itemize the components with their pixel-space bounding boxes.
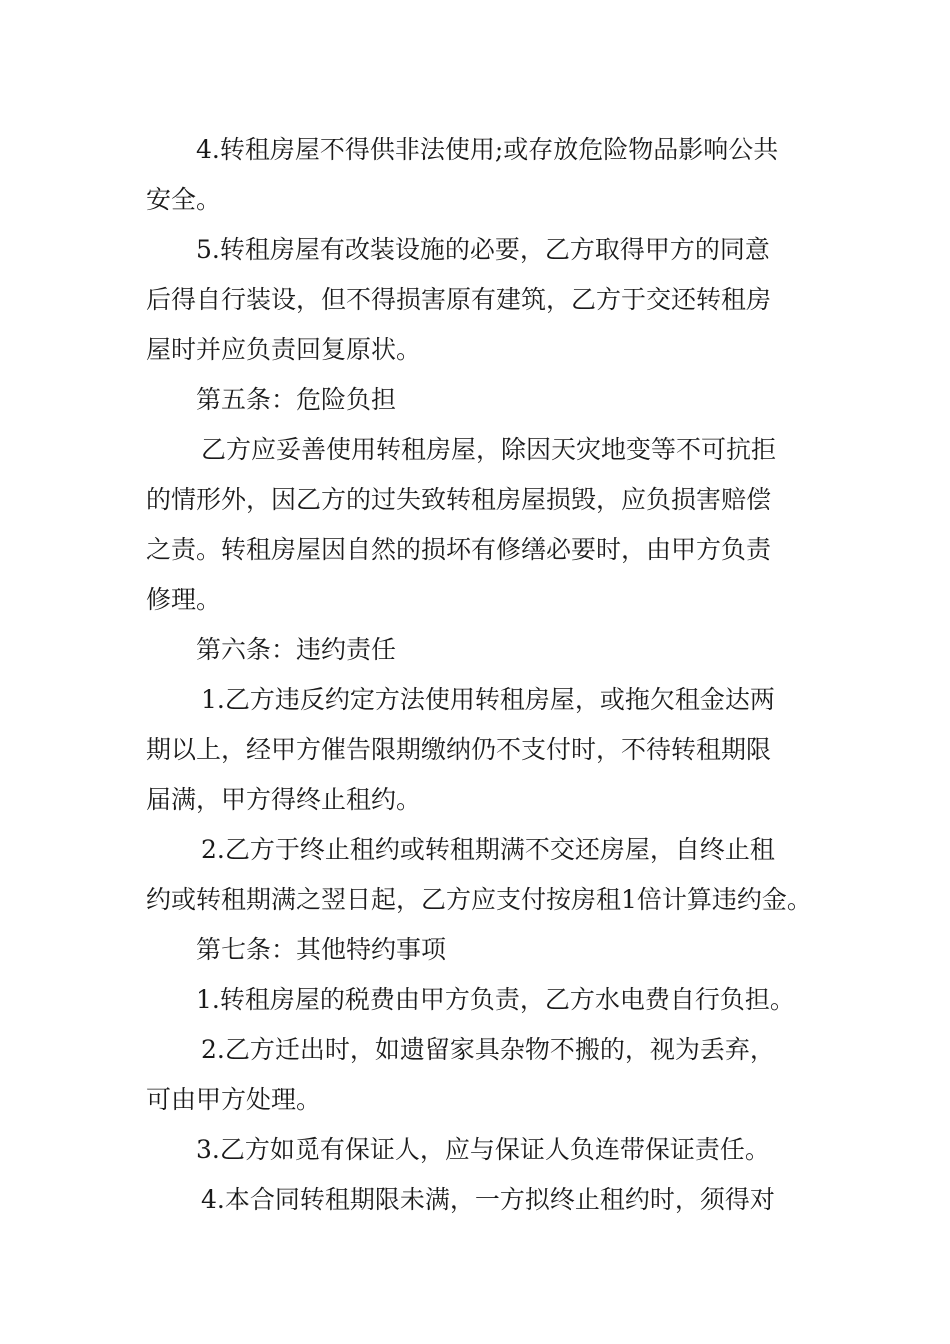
text-line: 之责。转租房屋因自然的损坏有修缮必要时，由甲方负责: [146, 535, 772, 564]
text-line: 届满，甲方得终止租约。: [146, 785, 422, 814]
text-line: 1.转租房屋的税费由甲方负责，乙方水电费自行负担。: [196, 985, 795, 1014]
text-line: 2.乙方于终止租约或转租期满不交还房屋，自终止租: [201, 835, 775, 864]
text-line: 4.本合同转租期限未满，一方拟终止租约时，须得对: [201, 1185, 775, 1214]
text-line: 乙方应妥善使用转租房屋，除因天灾地变等不可抗拒: [201, 435, 777, 464]
text-line: 3.乙方如觅有保证人，应与保证人负连带保证责任。: [196, 1135, 770, 1164]
section-heading: 第六条：违约责任: [196, 635, 397, 664]
text-line: 约或转租期满之翌日起，乙方应支付按房租1倍计算违约金。: [146, 885, 812, 914]
text-line: 4.转租房屋不得供非法使用;或存放危险物品影响公共: [196, 135, 779, 164]
section-heading: 第五条：危险负担: [196, 385, 397, 414]
text-line: 可由甲方处理。: [146, 1085, 322, 1114]
text-line: 5.转租房屋有改装设施的必要，乙方取得甲方的同意: [196, 235, 770, 264]
section-heading: 第七条：其他特约事项: [196, 935, 447, 964]
text-line: 后得自行装设，但不得损害原有建筑，乙方于交还转租房: [146, 285, 772, 314]
text-line: 1.乙方违反约定方法使用转租房屋，或拖欠租金达两: [201, 685, 775, 714]
text-line: 修理。: [146, 585, 222, 614]
text-line: 屋时并应负责回复原状。: [146, 335, 422, 364]
text-line: 安全。: [146, 185, 222, 214]
text-line: 期以上，经甲方催告限期缴纳仍不支付时，不待转租期限: [146, 735, 772, 764]
text-line: 的情形外，因乙方的过失致转租房屋损毁，应负损害赔偿: [146, 485, 772, 514]
text-line: 2.乙方迁出时，如遗留家具杂物不搬的，视为丢弃，: [201, 1035, 775, 1064]
